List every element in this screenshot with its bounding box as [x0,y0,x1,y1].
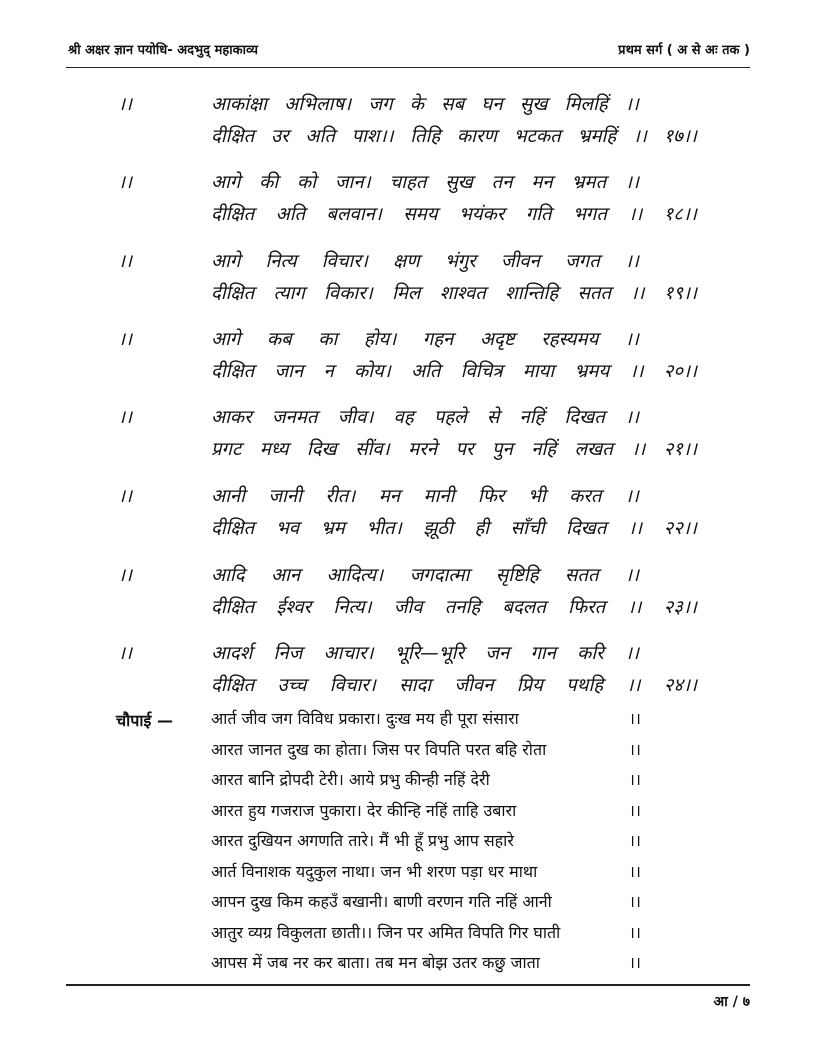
verse-word: नित्य। [333,597,372,618]
verse-word: आकर [211,407,252,428]
verse-word: आदित्य। [326,565,384,586]
doha-verse [0,560,816,624]
chaupai-line-end: ।। [628,892,641,911]
verse-word: दीक्षित [211,126,255,147]
verse-word: की [259,172,279,193]
verse-word: विकार। [324,283,373,304]
chaupai-line-end: ।। [628,953,641,972]
verse-marker: ।। [118,329,133,350]
verse-marker: ।। [118,565,133,586]
verse-word: २३।। [663,597,697,618]
verse-word: मन [378,486,401,507]
verse-word: १७।। [663,126,697,147]
verse-word: फिरत [568,597,606,618]
chaupai-line [211,951,641,973]
verse-word: बलवान। [326,204,382,225]
doha-line [211,201,697,226]
verse-word: रहस्यमय [541,329,599,350]
chaupai-line [211,738,641,760]
verse-word: शाश्वत [439,283,486,304]
verse-word: लखत [574,439,613,460]
verse-word: जग [368,94,393,115]
verse-word: क्षण [393,251,420,272]
verse-word: दीक्षित [211,597,255,618]
verse-marker: ।। [118,486,133,507]
verse-word: ।। [626,675,641,696]
verse-word: विचार। [321,251,368,272]
verse-word: उर [270,126,289,147]
verse-word: गान [530,643,556,664]
verse-word: ईश्वर [276,597,312,618]
verse-word: गति [525,204,552,225]
verse-word: का [318,329,338,350]
chaupai-text: आतुर व्यग्र विकुलता छाती।। जिन पर अमित विपति गिर घाती [211,922,561,942]
verse-word: दीक्षित [211,361,255,382]
verse-word: भ्रमहिं [577,126,617,147]
verse-word: घन [481,94,503,115]
verse-word: करत [569,486,602,507]
chaupai-line-end: ।। [628,922,641,942]
verse-word: सादा [399,675,432,696]
doha-line [211,515,697,540]
verse-word: चाहत [389,172,427,193]
verse-marker: ।। [118,407,133,428]
chaupai-line [211,799,641,821]
verse-word: अति [305,126,335,147]
verse-word: दीक्षित [211,283,255,304]
verse-word: आदर्श [211,643,253,664]
footer-rule [66,984,750,986]
verse-word: आगे [211,329,241,350]
doha-verse [0,167,816,231]
verse-word: अति [275,204,306,225]
verse-word: सुख [519,94,548,115]
doha-line [211,483,697,508]
verse-marker: ।। [118,643,133,664]
verse-word: दिखत [566,518,607,539]
verse-word: ।। [628,204,643,225]
verse-word: तनहि [444,597,481,618]
chaupai-text: आर्त जीव जग विविध प्रकारा। दुःख मय ही पूरा संसारा [211,709,519,728]
verse-word: आकांक्षा [211,94,267,115]
verse-word: जीव। [337,407,374,428]
verse-word: आनी [211,486,245,507]
header-chapter-title: प्रथम सर्ग ( अ से अः तक ) [618,43,750,58]
verse-word: ।। [629,361,644,382]
doha-verse [0,481,816,545]
chaupai-text: आर्त विनाशक यदुकुल नाथा। जन भी शरण पड़ा धर माथा [211,861,538,881]
chaupai-text: आपस में जब नर कर बाता। तब मन बोझ उतर कछु जाता [211,953,540,972]
verse-word: अति [410,361,441,382]
verse-word: फिर [477,486,505,507]
verse-word: नहिं [519,407,545,428]
doha-line [211,436,697,461]
verse-word: प्रिय [516,675,543,696]
verse-word: ।। [624,565,639,586]
verse-word: भ्रम [320,518,345,539]
doha-line [211,358,697,383]
verse-word: जान [274,361,304,382]
verse-word: मन [531,172,553,193]
doha-line [211,640,697,665]
verse-word: सींव। [355,439,390,460]
verse-word: भयंकर [458,204,505,225]
verse-marker: ।। [118,172,133,193]
verse-word: पहले [433,407,467,428]
verse-word: सुख [445,172,473,193]
verse-word: ।। [624,94,639,115]
verse-word: निज [273,643,303,664]
verse-word: पथहि [566,675,604,696]
verse-word: आगे [211,251,241,272]
verse-word: ।। [624,251,639,272]
verse-word: नहिं [531,439,557,460]
verse-word: भीत। [366,518,402,539]
verse-word: ही [474,518,490,539]
verse-word: तन [491,172,513,193]
chaupai-text: आरत जानत दुख का होता। जिस पर विपति परत बहि रोता [211,739,547,759]
verse-word: ।। [624,329,639,350]
verse-word: भंगुर [444,251,476,272]
verse-word: माया [522,361,555,382]
verse-word: तिहि [410,126,441,147]
verse-word: झूठी [423,518,453,539]
header-book-title: श्री अक्षर ज्ञान पयोधि- अदभुद् महाकाव्य [68,43,258,58]
verse-word: मिलहिं [564,94,608,115]
verse-word: साँची [510,518,545,539]
verse-word: पर [455,439,474,460]
verse-word: १९।। [663,283,697,304]
verse-word: कारण [456,126,497,147]
verse-word: दिख [306,439,337,460]
chaupai-line-end: ।। [628,770,641,789]
chaupai-line-end: ।। [628,861,641,881]
chaupai-line-end: ।। [628,709,641,728]
verse-word: पुन [492,439,513,460]
verse-word: मानी [423,486,455,507]
verse-word: सतत [577,283,612,304]
doha-verse [0,324,816,388]
verse-word: जान। [334,172,371,193]
chaupai-line [211,829,641,851]
verse-word: १८।। [663,204,697,225]
doha-line [211,562,697,587]
verse-word: जनमत [271,407,318,428]
doha-line [211,404,697,429]
verse-word: दिखत [564,407,605,428]
verse-word: जीव [393,597,423,618]
doha-line [211,326,697,351]
verse-word: ।। [624,643,639,664]
verse-word: विचार। [329,675,376,696]
doha-line [211,91,697,116]
chaupai-line-end: ।। [628,800,641,820]
verse-word: गहन [422,329,454,350]
verse-word: २२।। [663,518,697,539]
verse-word: जगत [565,251,600,272]
verse-word: दीक्षित [211,518,255,539]
verse-word: पाश।। [351,126,394,147]
verse-word: आचार। [323,643,374,664]
verse-word: अदृष्ट [479,329,515,350]
verse-marker: ।। [118,251,133,272]
header-rule [66,67,750,68]
chaupai-text: आरत दुखियन अगणति तारे। मैं भी हूँ प्रभु आप सहारे [211,831,514,850]
verse-word: नित्य [265,251,297,272]
verse-word: भ्रमत [571,172,607,193]
verse-word: अभिलाष। [284,94,352,115]
verse-word: ।। [624,486,639,507]
verse-word: दीक्षित [211,204,255,225]
verse-word: रीत। [325,486,356,507]
verse-word: मरने [408,439,438,460]
verse-word: २१।। [663,439,697,460]
verse-word: बदलत [502,597,546,618]
verse-word: भटकत [513,126,561,147]
verse-word: जीवन [454,675,494,696]
verse-word: ।। [628,518,643,539]
verse-word: सब [441,94,465,115]
chaupai-text: आरत बानि द्रोपदी टेरी। आये प्रभु कीन्ही नहिं देरी [211,770,490,789]
page-number: आ / ७ [713,994,750,1010]
verse-word: न [323,361,334,382]
verse-word: भी [527,486,546,507]
verse-word: मध्य [259,439,289,460]
chaupai-line [211,768,641,790]
doha-verse [0,89,816,153]
verse-word: ।। [624,407,639,428]
chaupai-text: आपन दुख किम कहउँ बखानी। बाणी वरणन गति नहिं आनी [211,892,552,911]
chaupai-text: आरत हुय गजराज पुकारा। देर कीन्हि नहिं ताहि उबारा [211,800,517,820]
doha-line [211,594,697,619]
verse-word: मिल [392,283,421,304]
doha-verse [0,246,816,310]
verse-word: जगदात्मा [409,565,470,586]
doha-line [211,672,697,697]
verse-word: भूरि—भूरि [394,643,465,664]
verse-word: शान्तिहि [505,283,559,304]
chaupai-line [211,921,641,943]
doha-line [211,123,697,148]
verse-word: प्रगट [211,439,242,460]
verse-word: ।। [627,597,642,618]
verse-word: २४।। [663,675,697,696]
chaupai-line-end: ।। [628,739,641,759]
verse-word: भगत [572,204,607,225]
verse-word: को [296,172,316,193]
doha-verse [0,402,816,466]
doha-line [211,169,697,194]
doha-verse [0,638,816,702]
verse-word: आदि [211,565,245,586]
verse-word: सतत [564,565,599,586]
verse-word: ।। [624,172,639,193]
verse-word: ।। [631,439,646,460]
verse-word: भव [275,518,300,539]
doha-line [211,248,697,273]
verse-word: समय [403,204,438,225]
verse-word: कोय। [354,361,391,382]
chaupai-label: चौपाई — [116,711,173,730]
verse-word: कब [266,329,292,350]
verse-word: दीक्षित [211,675,255,696]
doha-line [211,280,697,305]
verse-word: आन [270,565,301,586]
verse-word: जानी [268,486,302,507]
verse-word: भ्रमय [574,361,610,382]
verse-word: होय। [363,329,397,350]
verse-word: ।। [630,283,645,304]
verse-word: ।। [632,126,647,147]
verse-word: के [409,94,424,115]
verse-word: जन [485,643,510,664]
verse-word: त्याग [273,283,305,304]
verse-marker: ।। [118,94,133,115]
verse-word: से [486,407,500,428]
verse-word: विचित्र [460,361,503,382]
chaupai-line [211,860,641,882]
verse-word: उच्च [277,675,307,696]
verse-word: करि [577,643,604,664]
verse-word: २०।। [663,361,697,382]
chaupai-line-end: ।। [628,831,641,850]
verse-word: वह [393,407,414,428]
verse-word: आगे [211,172,241,193]
verse-word: जीवन [500,251,540,272]
chaupai-line [211,707,641,729]
verse-word: सृष्टिहि [495,565,539,586]
chaupai-line [211,890,641,912]
